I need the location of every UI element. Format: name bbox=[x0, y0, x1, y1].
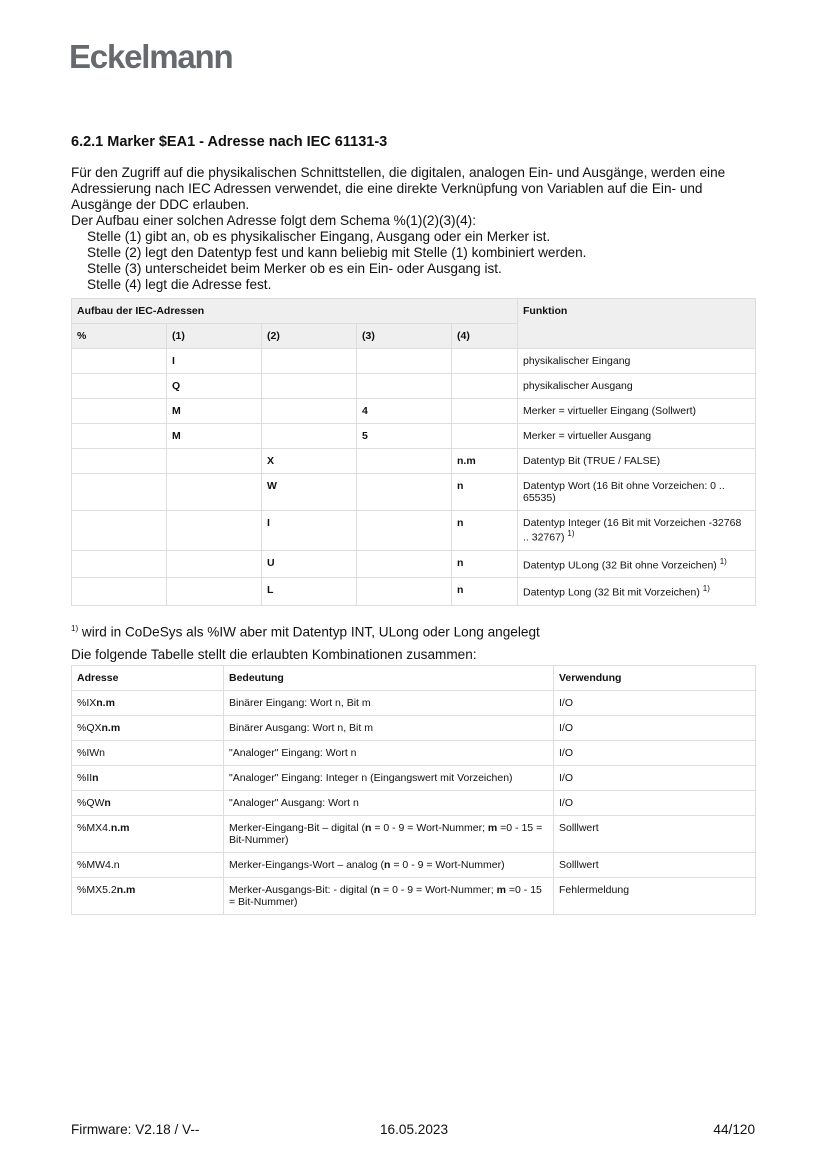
cell-value: Q bbox=[172, 380, 181, 392]
table-row bbox=[72, 474, 756, 511]
cell-value: X bbox=[267, 455, 275, 467]
variable-name: n bbox=[373, 884, 381, 896]
variable-name: m bbox=[487, 822, 498, 834]
function-text: physikalischer Ausgang bbox=[523, 380, 633, 392]
column-header: Bedeutung bbox=[224, 666, 554, 691]
table-cell bbox=[72, 449, 167, 474]
address-prefix: %MW4.n bbox=[77, 859, 120, 871]
address-prefix: %QW bbox=[77, 797, 105, 809]
meaning-text: Merker-Eingang-Bit – digital ( bbox=[229, 822, 365, 834]
cell-value: n bbox=[457, 480, 464, 492]
table-cell bbox=[518, 550, 756, 578]
cell-value: W bbox=[267, 480, 277, 492]
variable-name: n bbox=[384, 859, 391, 871]
table-row bbox=[72, 550, 756, 578]
usage-cell: I/O bbox=[554, 741, 756, 766]
table-cell bbox=[452, 449, 518, 474]
column-header: (1) bbox=[167, 324, 262, 349]
table-row bbox=[72, 449, 756, 474]
usage-cell: Solllwert bbox=[554, 853, 756, 878]
table-cell bbox=[357, 374, 452, 399]
table-cell bbox=[518, 374, 756, 399]
column-header: (4) bbox=[452, 324, 518, 349]
table-row bbox=[72, 716, 756, 741]
table-cell bbox=[518, 349, 756, 374]
column-header: % bbox=[72, 324, 167, 349]
usage-cell: I/O bbox=[554, 766, 756, 791]
function-text: Datentyp ULong (32 Bit ohne Vorzeichen) bbox=[523, 559, 717, 571]
cell-value: I bbox=[172, 355, 175, 367]
meaning-text: = 0 - 9 = Wort-Nummer) bbox=[390, 859, 505, 871]
meaning-text: = 0 - 9 = Wort-Nummer; bbox=[371, 822, 488, 834]
usage-cell: Fehlermeldung bbox=[554, 878, 756, 915]
meaning-text: Binärer Ausgang: Wort n, Bit m bbox=[229, 722, 373, 734]
function-text: Datentyp Wort (16 Bit ohne Vorzeichen: 0 .. 65535) bbox=[523, 480, 725, 504]
table-cell bbox=[72, 424, 167, 449]
table-cell bbox=[72, 474, 167, 511]
variable-name: m bbox=[496, 884, 506, 896]
meaning-text: =0 - 15 = Bit-Nummer) bbox=[229, 884, 542, 908]
table-cell bbox=[262, 578, 357, 606]
table-cell bbox=[452, 424, 518, 449]
footer-firmware: Firmware: V2.18 / V-- bbox=[71, 1122, 200, 1137]
table-cell bbox=[167, 349, 262, 374]
schema-item: Stelle (4) legt die Adresse fest. bbox=[87, 277, 272, 292]
cell-value: 5 bbox=[362, 430, 368, 442]
column-header: (3) bbox=[357, 324, 452, 349]
table-cell bbox=[357, 424, 452, 449]
schema-item: Stelle (2) legt den Datentyp fest und kann beliebig mit Stelle (1) kombiniert werden. bbox=[87, 245, 587, 260]
table-row bbox=[72, 399, 756, 424]
address-cell bbox=[72, 816, 224, 853]
table-row bbox=[72, 878, 756, 915]
table-cell bbox=[72, 511, 167, 551]
address-combinations-table bbox=[71, 665, 756, 915]
table-cell bbox=[452, 550, 518, 578]
address-prefix: %IX bbox=[77, 697, 97, 709]
cell-value: U bbox=[267, 556, 275, 569]
table-row bbox=[72, 691, 756, 716]
function-text: Merker = virtueller Ausgang bbox=[523, 430, 652, 442]
table-cell bbox=[262, 424, 357, 449]
meaning-text: Merker-Eingangs-Wort – analog ( bbox=[229, 859, 385, 871]
usage-cell: I/O bbox=[554, 691, 756, 716]
meaning-cell bbox=[224, 816, 554, 853]
footnote-ref: 1) bbox=[567, 529, 575, 538]
table-cell bbox=[262, 550, 357, 578]
address-variable: n.m bbox=[101, 722, 121, 734]
address-variable: n.m bbox=[110, 822, 130, 834]
table-cell bbox=[167, 424, 262, 449]
column-header: (2) bbox=[262, 324, 357, 349]
table-row bbox=[72, 816, 756, 853]
address-cell bbox=[72, 878, 224, 915]
schema-item: Stelle (3) unterscheidet beim Merker ob es ein Ein- oder Ausgang ist. bbox=[87, 261, 502, 276]
address-cell bbox=[72, 766, 224, 791]
function-text: Merker = virtueller Eingang (Sollwert) bbox=[523, 405, 697, 417]
cell-value: n bbox=[457, 556, 464, 569]
usage-cell: I/O bbox=[554, 791, 756, 816]
function-text: Datentyp Bit (TRUE / FALSE) bbox=[523, 455, 661, 467]
table-cell bbox=[357, 550, 452, 578]
section-heading: 6.2.1 Marker $EA1 - Adresse nach IEC 61131-3 bbox=[71, 134, 388, 150]
footer-date: 16.05.2023 bbox=[380, 1122, 449, 1137]
table-row bbox=[72, 578, 756, 606]
cell-value: 4 bbox=[362, 405, 368, 417]
meaning-cell bbox=[224, 766, 554, 791]
table-cell bbox=[357, 474, 452, 511]
footnote-text: wird in CoDeSys als %IW aber mit Datentyp INT, ULong oder Long angelegt bbox=[78, 624, 540, 640]
usage-cell: I/O bbox=[554, 716, 756, 741]
footnote bbox=[71, 624, 540, 640]
table-cell bbox=[167, 511, 262, 551]
cell-value: L bbox=[267, 584, 274, 596]
table-cell bbox=[167, 474, 262, 511]
table-row bbox=[72, 741, 756, 766]
address-variable: n bbox=[92, 772, 99, 784]
address-cell bbox=[72, 853, 224, 878]
table-cell bbox=[452, 349, 518, 374]
cell-value: M bbox=[172, 430, 181, 442]
table-cell bbox=[518, 474, 756, 511]
function-text: Datentyp Long (32 Bit mit Vorzeichen) bbox=[523, 586, 700, 599]
table-cell bbox=[262, 399, 357, 424]
table-cell bbox=[262, 511, 357, 551]
table-cell bbox=[518, 424, 756, 449]
meaning-text: =0 - 15 = Bit-Nummer) bbox=[229, 822, 543, 846]
table-cell bbox=[72, 550, 167, 578]
meaning-cell bbox=[224, 716, 554, 741]
table-cell bbox=[167, 578, 262, 606]
cell-value: n bbox=[457, 584, 464, 596]
table-cell bbox=[518, 511, 756, 551]
address-prefix: %II bbox=[77, 772, 93, 784]
cell-value: n bbox=[457, 517, 464, 529]
table-row bbox=[72, 853, 756, 878]
address-cell bbox=[72, 741, 224, 766]
meaning-cell bbox=[224, 691, 554, 716]
iec-address-structure-table bbox=[71, 298, 756, 606]
table-cell bbox=[518, 578, 756, 606]
table-cell bbox=[167, 374, 262, 399]
meaning-cell bbox=[224, 791, 554, 816]
table-row bbox=[72, 766, 756, 791]
meaning-text: "Analoger" Ausgang: Wort n bbox=[229, 797, 359, 809]
meaning-text: Binärer Eingang: Wort n, Bit m bbox=[229, 697, 371, 709]
address-prefix: %MX4. bbox=[77, 822, 111, 834]
meaning-text: "Analoger" Eingang: Wort n bbox=[229, 747, 357, 759]
meaning-text: = 0 - 9 = Wort-Nummer; bbox=[380, 884, 497, 896]
column-header: Verwendung bbox=[554, 666, 756, 691]
table-cell bbox=[72, 349, 167, 374]
intro-text bbox=[71, 165, 761, 293]
address-prefix: %QX bbox=[77, 722, 102, 734]
footnote-mark: 1) bbox=[71, 624, 79, 633]
table-row bbox=[72, 424, 756, 449]
table-cell bbox=[357, 349, 452, 374]
address-variable: n.m bbox=[116, 884, 136, 896]
function-text: Datentyp Integer (16 Bit mit Vorzeichen -32768 .. 32767) bbox=[523, 517, 742, 544]
table-cell bbox=[72, 399, 167, 424]
address-cell bbox=[72, 791, 224, 816]
column-header: Adresse bbox=[72, 666, 224, 691]
meaning-cell bbox=[224, 741, 554, 766]
eckelmann-logo: Eckelmann bbox=[69, 38, 233, 75]
intro-paragraph: Für den Zugriff auf die physikalischen Schnittstellen, die digitalen, analogen Ein- und Ausgänge, werden eine Adressierung nach IEC Adressen verwendet, die eine direkte Verknüpfung von Variablen auf die Ein- und Ausgänge der DDC erlauben. bbox=[71, 165, 726, 212]
meaning-cell bbox=[224, 853, 554, 878]
function-header: Funktion bbox=[518, 299, 756, 349]
function-text: physikalischer Eingang bbox=[523, 355, 631, 367]
table-row bbox=[72, 791, 756, 816]
table-cell bbox=[357, 578, 452, 606]
table-cell bbox=[357, 399, 452, 424]
cell-value: M bbox=[172, 405, 181, 417]
cell-value: I bbox=[267, 517, 270, 529]
table-cell bbox=[262, 349, 357, 374]
footnote-ref: 1) bbox=[702, 584, 710, 593]
table-cell bbox=[452, 374, 518, 399]
group-header: Aufbau der IEC-Adressen bbox=[72, 299, 518, 324]
meaning-text: Merker-Ausgangs-Bit: - digital ( bbox=[229, 884, 374, 896]
footer-page-number: 44/120 bbox=[713, 1122, 755, 1137]
table-cell bbox=[452, 399, 518, 424]
address-cell bbox=[72, 716, 224, 741]
schema-item: Stelle (1) gibt an, ob es physikalischer Eingang, Ausgang oder ein Merker ist. bbox=[87, 229, 551, 244]
meaning-text: "Analoger" Eingang: Integer n (Eingangswert mit Vorzeichen) bbox=[229, 772, 513, 784]
table-cell bbox=[518, 449, 756, 474]
footnote-ref: 1) bbox=[719, 556, 727, 566]
variable-name: n bbox=[364, 822, 372, 834]
schema-paragraph: Der Aufbau einer solchen Adresse folgt dem Schema %(1)(2)(3)(4): bbox=[71, 213, 476, 228]
table2-intro: Die folgende Tabelle stellt die erlaubten Kombinationen zusammen: bbox=[71, 647, 477, 662]
table-cell bbox=[262, 374, 357, 399]
table-cell bbox=[357, 511, 452, 551]
table-cell bbox=[262, 449, 357, 474]
table-cell bbox=[357, 449, 452, 474]
address-variable: n.m bbox=[96, 697, 115, 709]
table-row bbox=[72, 511, 756, 551]
table-cell bbox=[452, 511, 518, 551]
table-cell bbox=[72, 578, 167, 606]
meaning-cell bbox=[224, 878, 554, 915]
address-cell bbox=[72, 691, 224, 716]
table-cell bbox=[262, 474, 357, 511]
usage-cell: Solllwert bbox=[554, 816, 756, 853]
table-cell bbox=[167, 399, 262, 424]
cell-value: n.m bbox=[457, 455, 476, 467]
table-cell bbox=[72, 374, 167, 399]
table-row bbox=[72, 349, 756, 374]
address-prefix: %IWn bbox=[77, 747, 106, 759]
table-cell bbox=[167, 449, 262, 474]
table-row bbox=[72, 374, 756, 399]
table-cell bbox=[452, 474, 518, 511]
table-cell bbox=[452, 578, 518, 606]
table-cell bbox=[167, 550, 262, 578]
table-cell bbox=[518, 399, 756, 424]
address-prefix: %MX5.2 bbox=[77, 884, 117, 896]
address-variable: n bbox=[104, 797, 111, 809]
